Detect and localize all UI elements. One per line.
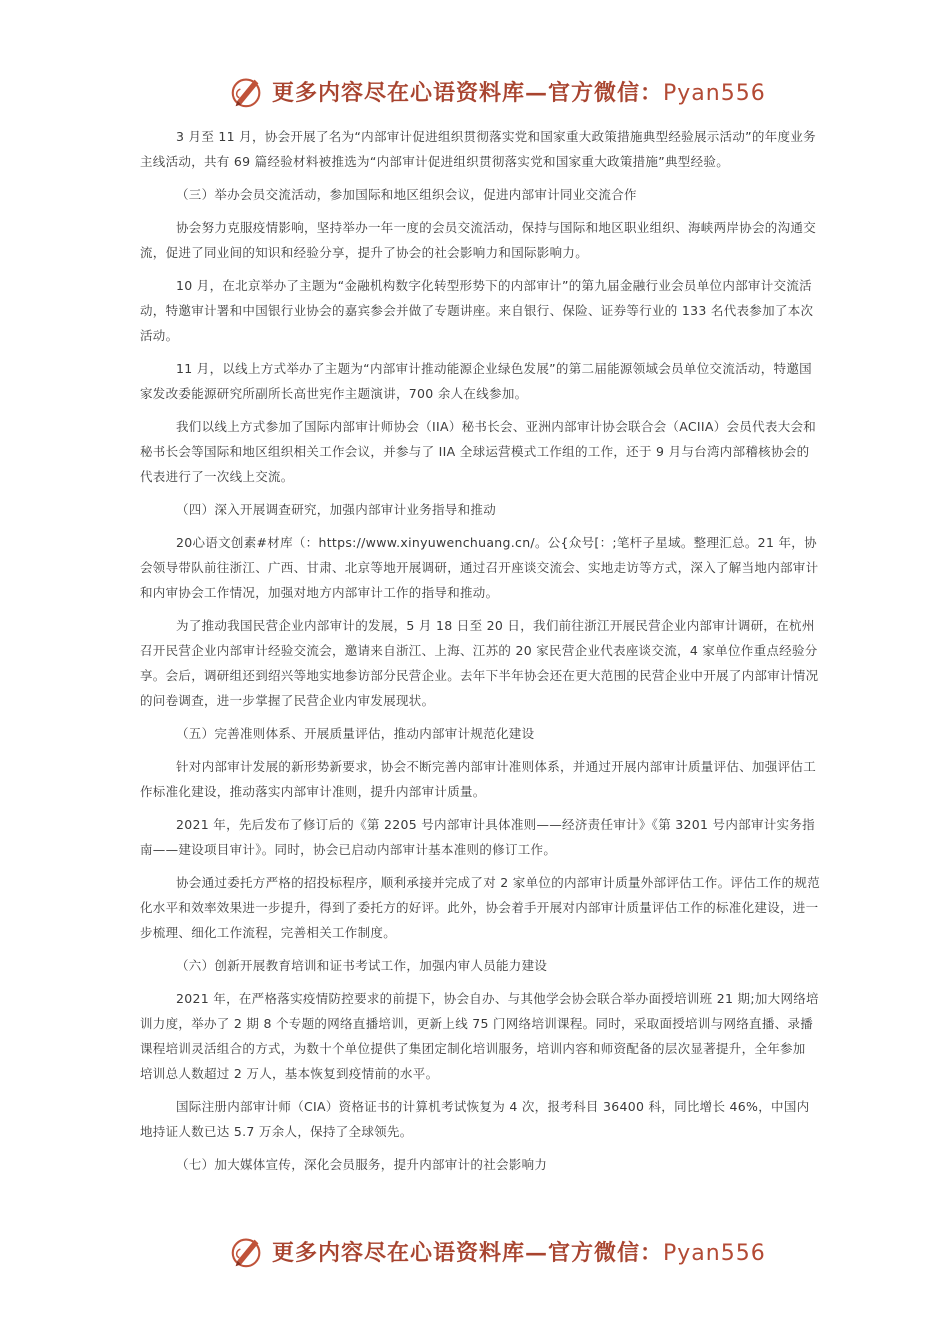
paragraph: 11 月，以线上方式举办了主题为“内部审计推动能源企业绿色发展”的第二届能源领域会员单位交流活动，特邀国家发改委能源研究所副所长高世宪作主题演讲，700 余人在线参加。 — [140, 361, 812, 401]
paragraph: 针对内部审计发展的新形势新要求，协会不断完善内部审计准则体系，并通过开展内部审计质量评估、加强评估工作标准化建设，推动落实内部审计准则，提升内部审计质量。 — [140, 759, 817, 799]
document-body — [140, 124, 820, 1185]
banner-text: 更多内容尽在心语资料库—官方微信：Pyan556 — [272, 1239, 766, 1266]
pen-logo-icon — [228, 72, 266, 110]
section-heading: （五）完善准则体系、开展质量评估，推动内部审计规范化建设 — [176, 726, 535, 741]
pen-logo-icon — [228, 1232, 266, 1270]
header-banner — [0, 68, 950, 112]
paragraph: 3 月至 11 月，协会开展了名为“内部审计促进组织贯彻落实党和国家重大政策措施典型经验展示活动”的年度业务主线活动，共有 69 篇经验材料被推选为“内部审计促进组织贯彻落实党和国家重大政策措施”典型经验。 — [140, 129, 816, 169]
paragraph: 国际注册内部审计师（CIA）资格证书的计算机考试恢复为 4 次，报考科目 36400 科，同比增长 46%，中国内地持证人数已达 5.7 万余人，保持了全球领先。 — [140, 1099, 810, 1139]
section-heading: （七）加大媒体宣传，深化会员服务，提升内部审计的社会影响力 — [176, 1157, 548, 1172]
paragraph: 协会通过委托方严格的招投标程序，顺利承接并完成了对 2 家单位的内部审计质量外部评估工作。评估工作的规范化水平和效率效果进一步提升，得到了委托方的好评。此外，协会着手开展对内部审计质量评估工作的标准化建设，进一步梳理、细化工作流程，完善相关工作制度。 — [140, 875, 821, 940]
paragraph: 2021 年，先后发布了修订后的《第 2205 号内部审计具体准则——经济责任审计》《第 3201 号内部审计实务指南——建设项目审计》。同时，协会已启动内部审计基本准则的修订工作。 — [140, 817, 815, 857]
paragraph: 我们以线上方式参加了国际内部审计师协会（IIA）秘书长会、亚洲内部审计协会联合会（ACIIA）会员代表大会和秘书长会等国际和地区组织相关工作会议，并参与了 IIA 全球运营模式工作组的工作，还于 9 月与台湾内部稽核协会的代表进行了一次线上交流。 — [140, 419, 817, 484]
footer-banner — [0, 1228, 950, 1272]
paragraph: 为了推动我国民营企业内部审计的发展，5 月 18 日至 20 日，我们前往浙江开展民营企业内部审计调研，在杭州召开民营企业内部审计经验交流会，邀请来自浙江、上海、江苏的 20 家民营企业代表座谈交流，4 家单位作重点经验分享。会后，调研组还到绍兴等地实地参访部分民营企业。去年下半年协会还在更大范围的民营企业中开展了内部审计情况的问卷调查，进一步掌握了民营企业内审发展现状。 — [140, 618, 819, 708]
paragraph: 2021 年，在严格落实疫情防控要求的前提下，协会自办、与其他学会协会联合举办面授培训班 21 期;加大网络培训力度，举办了 2 期 8 个专题的网络直播培训，更新上线 75 门网络培训课程。同时，采取面授培训与网络直播、录播课程培训灵活组合的方式，为数十个单位提供了集团定制化培训服务，培训内容和师资配备的层次显著提升，全年参加 培训总人数超过 2 万人，基本恢复到疫情前的水平。 — [140, 991, 819, 1081]
section-heading: （三）举办会员交流活动，参加国际和地区组织会议，促进内部审计同业交流合作 — [176, 187, 637, 202]
section-heading: （六）创新开展教育培训和证书考试工作，加强内审人员能力建设 — [176, 958, 548, 973]
paragraph: 10 月，在北京举办了主题为“金融机构数字化转型形势下的内部审计”的第九届金融行业会员单位内部审计交流活动，特邀审计署和中国银行业协会的嘉宾参会并做了专题讲座。来自银行、保险、证券等行业的 133 名代表参加了本次活动。 — [140, 278, 814, 343]
paragraph: 协会努力克服疫情影响，坚持举办一年一度的会员交流活动，保持与国际和地区职业组织、海峡两岸协会的沟通交流，促进了同业间的知识和经验分享，提升了协会的社会影响力和国际影响力。 — [140, 220, 817, 260]
section-heading: （四）深入开展调查研究，加强内部审计业务指导和推动 — [176, 502, 497, 517]
banner-text: 更多内容尽在心语资料库—官方微信：Pyan556 — [272, 79, 766, 106]
paragraph: 20心语文创素#材库（：https://www.xinyuwenchuang.cn/。公{众号[：;笔杆子星域。整理汇总。21 年，协会领导带队前往浙江、广西、甘肃、北京等地开展调研，通过召开座谈交流会、实地走访等方式，深入了解当地内部审计和内审协会工作情况，加强对地方内部审计工作的指导和推动。 — [140, 535, 819, 600]
